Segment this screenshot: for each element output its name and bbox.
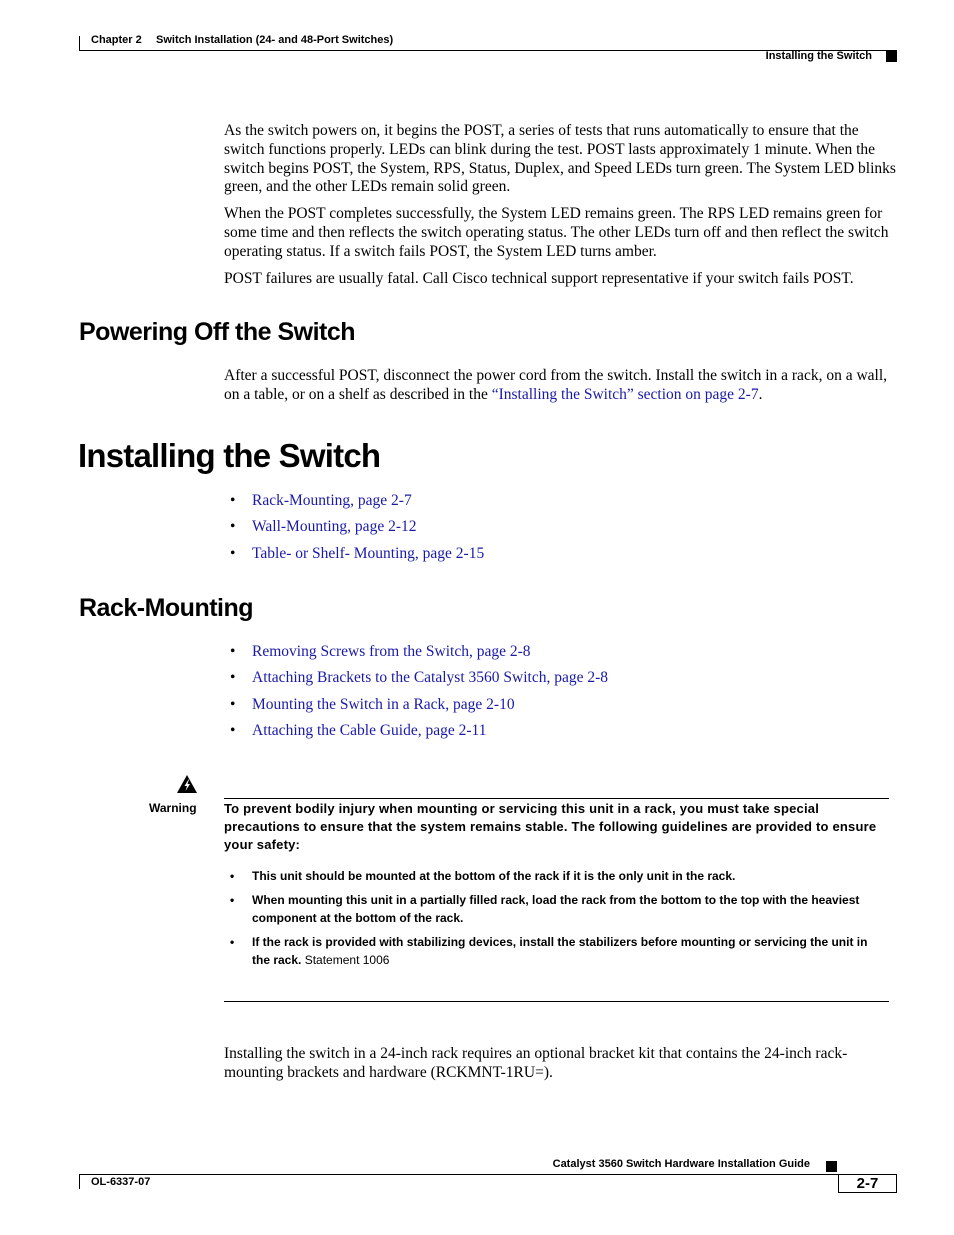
warning-triangle-icon [176, 774, 198, 794]
attaching-brackets-link[interactable]: Attaching Brackets to the Catalyst 3560 Switch, page 2-8 [252, 669, 608, 687]
intro-paragraph-1: As the switch powers on, it begins the POST, a series of tests that runs automatically to ensure that the switch functions properly. LEDs can blink during the test. POST lasts approximately 1 minute. When the switch begins POST, the System, RPS, Status, Duplex, and Speed LEDs turn green. The System LED blinks green, and the other LEDs remain solid green. [224, 122, 896, 196]
warning-label: Warning [149, 801, 197, 815]
table-shelf-mounting-link[interactable]: Table- or Shelf- Mounting, page 2-15 [252, 544, 485, 562]
powering-off-text-end: . [758, 385, 763, 403]
bullet: • [230, 518, 236, 536]
list-item [224, 933, 888, 970]
installing-switch-link[interactable]: “Installing the Switch” section on page 2-7 [491, 385, 759, 403]
installing-link-list [224, 492, 484, 571]
list-item [224, 669, 608, 695]
bullet: • [230, 721, 236, 739]
bullet: • [230, 934, 235, 949]
footer-guide-title: Catalyst 3560 Switch Hardware Installation Guide [552, 1158, 810, 1170]
warning-bottom-rule [224, 1001, 889, 1002]
warning-item-text: This unit should be mounted at the bottom of the rack if it is the only unit in the rack. [252, 869, 736, 883]
warning-text: To prevent bodily injury when mounting or servicing this unit in a rack, you must take special precautions to ensure that the system remains stable. The following guidelines are provided to ensure your safety: [224, 801, 877, 852]
warning-guidelines-list [224, 867, 888, 975]
rack-mounting-heading: Rack-Mounting [79, 594, 254, 622]
list-item [224, 643, 608, 669]
bullet: • [230, 695, 236, 713]
list-item [224, 867, 888, 886]
footer-doc-number: OL-6337-07 [91, 1176, 151, 1188]
statement-number: Statement 1006 [304, 953, 390, 967]
intro-paragraph-3: POST failures are usually fatal. Call Cisco technical support representative if your switch fails POST. [224, 269, 854, 287]
header-chapter-title: Switch Installation (24- and 48-Port Switches) [156, 34, 394, 46]
list-item [224, 545, 484, 571]
mounting-in-rack-link[interactable]: Mounting the Switch in a Rack, page 2-10 [252, 695, 515, 713]
bullet: • [230, 869, 235, 883]
list-item [224, 891, 888, 928]
header-section: Installing the Switch [765, 50, 872, 62]
page-number: 2-7 [856, 1175, 879, 1192]
rack-mounting-link-list [224, 643, 608, 748]
list-item [224, 722, 608, 748]
warning-item-text: If the rack is provided with stabilizing devices, install the stabilizers before mounting or servicing the unit in the rack. [252, 934, 868, 967]
footer-left-rule [79, 1174, 80, 1189]
header-left-rule [79, 36, 80, 51]
warning-top-rule [224, 798, 889, 799]
intro-paragraph-2: When the POST completes successfully, the System LED remains green. The RPS LED remains green for some time and then reflects the switch operating status. The other LEDs turn off and then reflect the switch operating status. If a switch fails POST, the System LED turns amber. [224, 205, 889, 260]
powering-off-paragraph [224, 367, 896, 405]
warning-item-text: When mounting this unit in a partially filled rack, load the rack from the bottom to the top with the heaviest component at the bottom of the rack. [252, 892, 860, 925]
powering-off-text: After a successful POST, disconnect the power cord from the switch. Install the switch in a rack, on a wall, on a table, or on a shelf as described in the [224, 367, 888, 403]
cable-guide-link[interactable]: Attaching the Cable Guide, page 2-11 [252, 721, 487, 739]
bullet: • [230, 492, 236, 509]
bullet: • [230, 669, 236, 687]
closing-paragraph: Installing the switch in a 24-inch rack requires an optional bracket kit that contains the 24-inch rack-mounting brackets and hardware (RCKMNT-1RU=). [224, 1045, 848, 1081]
rack-mounting-link[interactable]: Rack-Mounting, page 2-7 [252, 492, 412, 509]
footer-page-box [838, 1174, 897, 1193]
bullet: • [230, 892, 235, 907]
header-black-block [886, 51, 897, 62]
bullet: • [230, 544, 236, 562]
list-item [224, 518, 484, 544]
wall-mounting-link[interactable]: Wall-Mounting, page 2-12 [252, 518, 417, 536]
installing-heading: Installing the Switch [78, 437, 381, 474]
list-item [224, 492, 484, 518]
powering-off-heading: Powering Off the Switch [79, 318, 356, 346]
bullet: • [230, 643, 236, 660]
intro-paragraphs [224, 122, 896, 296]
header-chapter: Chapter 2 [91, 34, 142, 46]
list-item [224, 696, 608, 722]
footer-rule [79, 1174, 897, 1175]
removing-screws-link[interactable]: Removing Screws from the Switch, page 2-8 [252, 643, 531, 660]
footer-black-block [826, 1161, 837, 1172]
